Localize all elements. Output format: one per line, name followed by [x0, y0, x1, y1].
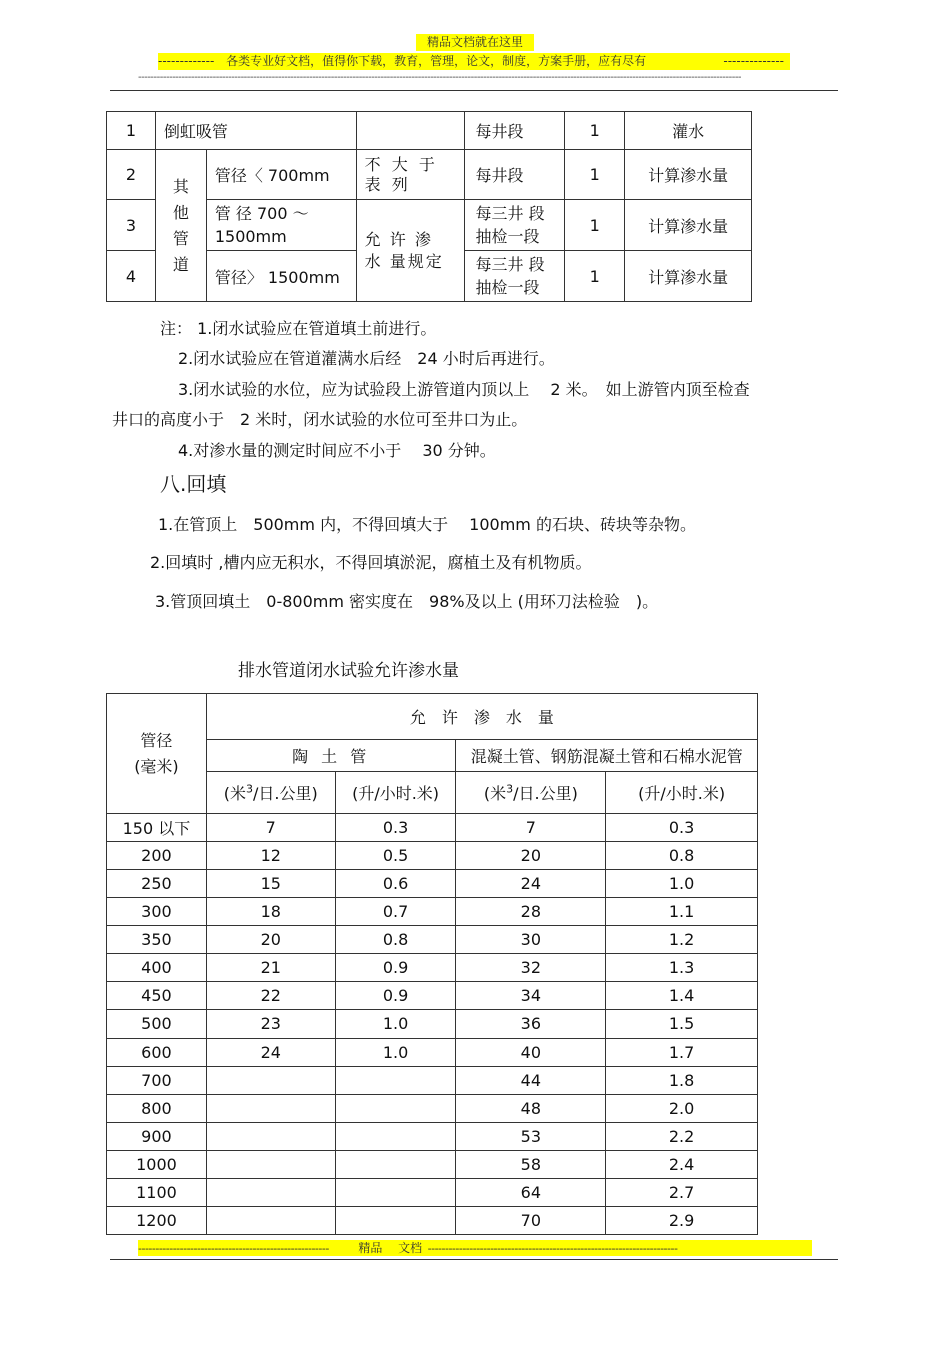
note-3a: 3.闭水试验的水位，应为试验段上游管道内顶以上 2 米。 如上游管内顶至检查: [178, 380, 750, 399]
t2-cell-d: 300: [107, 898, 207, 926]
t2-cell-d: 350: [107, 926, 207, 954]
t1-row1-count: 1: [565, 112, 625, 150]
t2-cell-c1: [206, 1206, 335, 1234]
t2-cell-c1: [206, 1066, 335, 1094]
t2-cell-k1: 24: [456, 870, 606, 898]
t1-row4-count: 1: [565, 251, 625, 302]
t2-cell-d: 1200: [107, 1206, 207, 1234]
t2-cell-k2: 2.0: [606, 1094, 758, 1122]
note-4: 4.对渗水量的测定时间应不小于 30 分钟。: [178, 441, 496, 460]
t2-cell-c2: [335, 1066, 456, 1094]
t1-row1-item: 倒虹吸管: [155, 112, 356, 150]
t2-cell-c1: 20: [206, 926, 335, 954]
t2-cell-d: 150 以下: [107, 814, 207, 842]
table-row: [107, 1094, 758, 1122]
t2-cell-k1: 58: [456, 1150, 606, 1178]
t1-row3-no: 3: [107, 200, 156, 251]
header-title: 精品文档就在这里: [416, 34, 534, 51]
t2-concrete-unit2: (升/小时.米): [606, 772, 758, 814]
t2-cell-c2: 0.7: [335, 898, 456, 926]
t2-cell-k2: 1.1: [606, 898, 758, 926]
t1-group-label-text: 其他管道: [172, 176, 189, 274]
t2-cell-k1: 7: [456, 814, 606, 842]
t2-concrete-unit1-b: /日.公里): [513, 784, 578, 803]
t2-cell-c1: 21: [206, 954, 335, 982]
t2-cell-d: 500: [107, 1010, 207, 1038]
t2-cell-c2: [335, 1094, 456, 1122]
footer-label: 精品 文档: [358, 1241, 423, 1255]
t2-cell-k2: 1.4: [606, 982, 758, 1010]
t2-clay-unit1-sup: 3: [246, 782, 254, 796]
t2-clay-unit2: (升/小时.米): [335, 772, 456, 814]
t2-cell-d: 200: [107, 842, 207, 870]
t2-cell-c1: [206, 1094, 335, 1122]
footer-rule: [110, 1259, 838, 1260]
table-row: [107, 1010, 758, 1038]
t1-row4-method: 计算渗水量: [625, 251, 752, 302]
t2-cell-k1: 40: [456, 1038, 606, 1066]
t1-row1-standard: [356, 112, 465, 150]
t2-cell-c2: [335, 1150, 456, 1178]
t1-row3-scope: 每三井 段抽检一段: [465, 200, 565, 251]
footer-left-dashes: -------------------------------------------------------: [138, 1242, 329, 1255]
t2-cell-c2: [335, 1206, 456, 1234]
section-item-1: 1.在管顶上 500mm 内，不得回填大于 100mm 的石块、砖块等杂物。: [158, 515, 696, 534]
t2-cell-k2: 1.0: [606, 870, 758, 898]
t2-diameter-header-1: 管径: [140, 730, 173, 750]
t2-cell-c2: [335, 1122, 456, 1150]
t2-cell-d: 400: [107, 954, 207, 982]
table-row: [107, 870, 758, 898]
table-row: [107, 1206, 758, 1234]
t2-cell-k2: 2.7: [606, 1178, 758, 1206]
footer-right-dashes: ------------------------------------------------------------------------: [427, 1242, 678, 1255]
t2-cell-c2: 0.3: [335, 814, 456, 842]
footer-bar: [138, 1240, 812, 1256]
t2-cell-k2: 1.8: [606, 1066, 758, 1094]
note-2: 2.闭水试验应在管道灌满水后经 24 小时后再进行。: [178, 349, 555, 368]
t2-concrete-unit1-a: (米: [483, 784, 507, 803]
t2-cell-k1: 28: [456, 898, 606, 926]
t1-group-label: [155, 150, 206, 302]
t2-cell-k1: 32: [456, 954, 606, 982]
t2-clay-unit1: [206, 772, 335, 814]
t2-cell-c2: 1.0: [335, 1010, 456, 1038]
t1-row2-no: 2: [107, 150, 156, 200]
pipe-test-table: [106, 111, 752, 302]
t2-cell-c1: 24: [206, 1038, 335, 1066]
t2-cell-k2: 1.3: [606, 954, 758, 982]
t1-row4-no: 4: [107, 251, 156, 302]
t2-cell-d: 700: [107, 1066, 207, 1094]
t2-cell-c2: [335, 1178, 456, 1206]
t2-cell-k1: 64: [456, 1178, 606, 1206]
t1-row1-scope: 每井段: [465, 112, 565, 150]
t1-row2-standard: 不 大 于 表 列: [356, 150, 465, 200]
t2-cell-k2: 2.9: [606, 1206, 758, 1234]
header-slogan: 各类专业好文档，值得你下载，教育，管理，论文，制度，方案手册，应有尽有: [226, 54, 647, 68]
t1-row2-scope: 每井段: [465, 150, 565, 200]
t2-allowed-header: 允 许 渗 水 量: [206, 694, 757, 740]
header-slogan-bar: [158, 53, 790, 70]
t2-cell-k1: 36: [456, 1010, 606, 1038]
table-row: [107, 954, 758, 982]
t2-cell-c1: [206, 1150, 335, 1178]
t2-cell-k1: 53: [456, 1122, 606, 1150]
t2-cell-c1: 18: [206, 898, 335, 926]
t2-body: [107, 814, 758, 1235]
t2-cell-d: 900: [107, 1122, 207, 1150]
t2-cell-d: 250: [107, 870, 207, 898]
t1-row3-item: 管 径 700 ～ 1500mm: [206, 200, 356, 251]
t1-row2-method: 计算渗水量: [625, 150, 752, 200]
t2-clay-unit1-a: (米: [223, 784, 247, 803]
note-3b: 井口的高度小于 2 米时，闭水试验的水位可至井口为止。: [112, 410, 528, 429]
table-row: [107, 1066, 758, 1094]
t2-cell-k1: 30: [456, 926, 606, 954]
t2-concrete-unit1-sup: 3: [506, 782, 514, 796]
header-rule: [110, 90, 838, 91]
t2-cell-k2: 2.2: [606, 1122, 758, 1150]
table-row: [107, 1038, 758, 1066]
table-row: [107, 926, 758, 954]
t2-cell-c2: 1.0: [335, 1038, 456, 1066]
t2-cell-c1: 7: [206, 814, 335, 842]
t2-cell-c2: 0.9: [335, 982, 456, 1010]
t2-cell-c2: 0.6: [335, 870, 456, 898]
t2-cell-c1: 15: [206, 870, 335, 898]
table-row: [107, 1122, 758, 1150]
t2-cell-k2: 1.2: [606, 926, 758, 954]
t2-cell-c1: 23: [206, 1010, 335, 1038]
t2-concrete-header: 混凝土管、钢筋混凝土管和石棉水泥管: [456, 740, 758, 772]
t2-cell-d: 800: [107, 1094, 207, 1122]
t2-cell-d: 1100: [107, 1178, 207, 1206]
t2-cell-c1: [206, 1178, 335, 1206]
table-row: [107, 982, 758, 1010]
t2-concrete-unit1: [456, 772, 606, 814]
t2-cell-d: 450: [107, 982, 207, 1010]
t2-cell-d: 1000: [107, 1150, 207, 1178]
t2-cell-c2: 0.5: [335, 842, 456, 870]
t2-cell-c1: [206, 1122, 335, 1150]
t2-diameter-header-2: (毫米): [134, 756, 179, 776]
t1-row4-scope: 每三井 段抽检一段: [465, 251, 565, 302]
t2-cell-k2: 1.5: [606, 1010, 758, 1038]
t2-diameter-header: [107, 694, 207, 814]
t2-cell-k2: 1.7: [606, 1038, 758, 1066]
table-row: [107, 1178, 758, 1206]
header-slogan-left-dashes: -------------: [158, 54, 215, 68]
t2-clay-unit1-b: /日.公里): [253, 784, 318, 803]
header-slogan-right-dashes: --------------: [723, 54, 784, 68]
t2-cell-k2: 2.4: [606, 1150, 758, 1178]
t2-clay-header: 陶 土 管: [206, 740, 456, 772]
t2-cell-c2: 0.8: [335, 926, 456, 954]
table-row: [107, 814, 758, 842]
t2-cell-d: 600: [107, 1038, 207, 1066]
t2-cell-k1: 70: [456, 1206, 606, 1234]
t2-cell-k1: 44: [456, 1066, 606, 1094]
section-title: 八.回填: [160, 472, 227, 496]
table2-caption: 排水管道闭水试验允许渗水量: [238, 661, 459, 681]
t1-row1-method: 灌水: [625, 112, 752, 150]
t2-cell-c2: 0.9: [335, 954, 456, 982]
t2-cell-c1: 22: [206, 982, 335, 1010]
t1-row4-item: 管径〉 1500mm: [206, 251, 356, 302]
header-dash-line: --------------------------------------------------------------------------------------------------------------------------------------------------------------------------------------------------: [138, 72, 742, 83]
t1-row2-item: 管径〈 700mm: [206, 150, 356, 200]
section-item-3: 3.管顶回填土 0-800mm 密实度在 98%及以上 (用环刀法检验 )。: [155, 592, 659, 611]
t2-cell-k2: 0.8: [606, 842, 758, 870]
t2-cell-k1: 34: [456, 982, 606, 1010]
note-1: 注： 1.闭水试验应在管道填土前进行。: [160, 319, 437, 338]
table-row: [107, 1150, 758, 1178]
t2-cell-c1: 12: [206, 842, 335, 870]
t1-row3-standard: 允 许 渗 水 量规定: [356, 200, 465, 302]
table-row: [107, 842, 758, 870]
section-item-2: 2.回填时 ,槽内应无积水，不得回填淤泥，腐植土及有机物质。: [150, 553, 592, 572]
t1-row3-count: 1: [565, 200, 625, 251]
t1-row3-method: 计算渗水量: [625, 200, 752, 251]
t2-cell-k1: 48: [456, 1094, 606, 1122]
t1-row2-count: 1: [565, 150, 625, 200]
t2-cell-k2: 0.3: [606, 814, 758, 842]
table-row: [107, 898, 758, 926]
seepage-table: [106, 693, 758, 1235]
t1-row1-no: 1: [107, 112, 156, 150]
t2-cell-k1: 20: [456, 842, 606, 870]
